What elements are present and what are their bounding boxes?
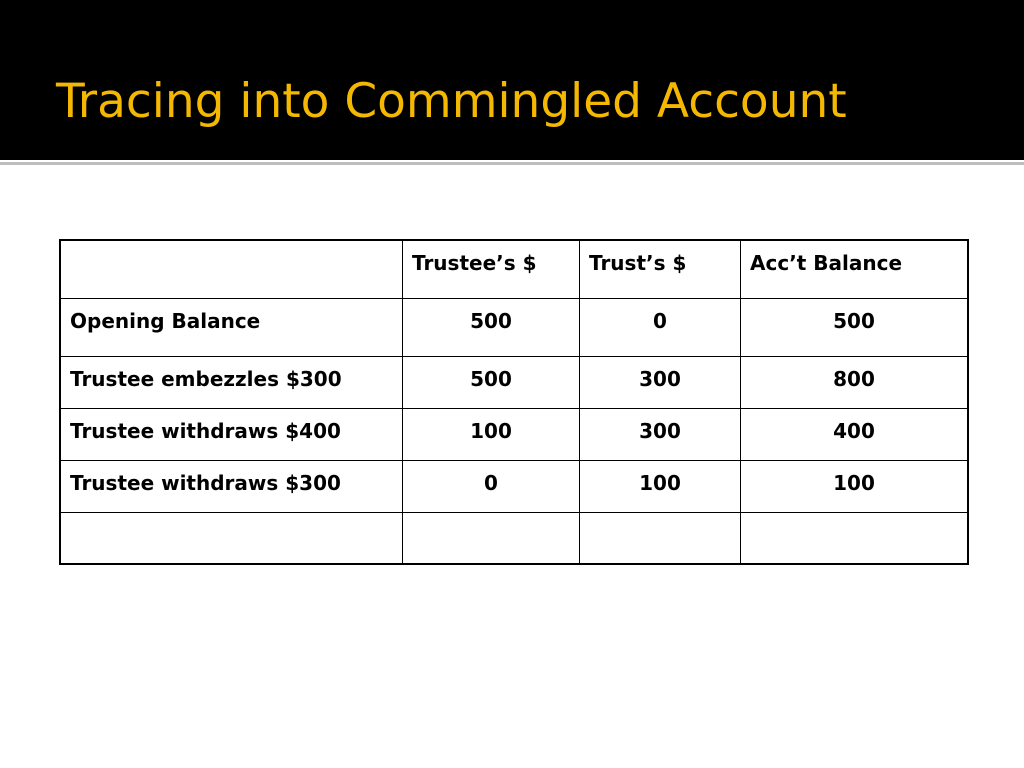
table-row [60, 299, 968, 357]
trust-amount: 300 [580, 357, 741, 409]
trustee-amount: 0 [403, 461, 580, 513]
table-row [60, 409, 968, 461]
account-balance: 400 [741, 409, 969, 461]
row-label: Trustee withdraws $400 [60, 409, 403, 461]
header-cell-trustee: Trustee’s $ [403, 240, 580, 299]
trustee-amount: 500 [403, 357, 580, 409]
slide-title: Tracing into Commingled Account [56, 74, 847, 129]
trust-amount [580, 513, 741, 565]
ledger-table-wrapper [59, 239, 969, 565]
table-row [60, 461, 968, 513]
account-balance: 800 [741, 357, 969, 409]
title-separator [0, 162, 1024, 165]
account-balance: 100 [741, 461, 969, 513]
trustee-amount: 500 [403, 299, 580, 357]
trust-amount: 100 [580, 461, 741, 513]
table-row [60, 357, 968, 409]
header-cell-blank [60, 240, 403, 299]
row-label: Opening Balance [60, 299, 403, 357]
row-label: Trustee withdraws $300 [60, 461, 403, 513]
row-label [60, 513, 403, 565]
trust-amount: 300 [580, 409, 741, 461]
table-row-empty [60, 513, 968, 565]
trustee-amount [403, 513, 580, 565]
account-balance [741, 513, 969, 565]
account-balance: 500 [741, 299, 969, 357]
header-cell-trust: Trust’s $ [580, 240, 741, 299]
ledger-table [59, 239, 969, 565]
title-band [0, 0, 1024, 160]
row-label: Trustee embezzles $300 [60, 357, 403, 409]
trustee-amount: 100 [403, 409, 580, 461]
header-cell-balance: Acc’t Balance [741, 240, 969, 299]
trust-amount: 0 [580, 299, 741, 357]
table-header-row [60, 240, 968, 299]
